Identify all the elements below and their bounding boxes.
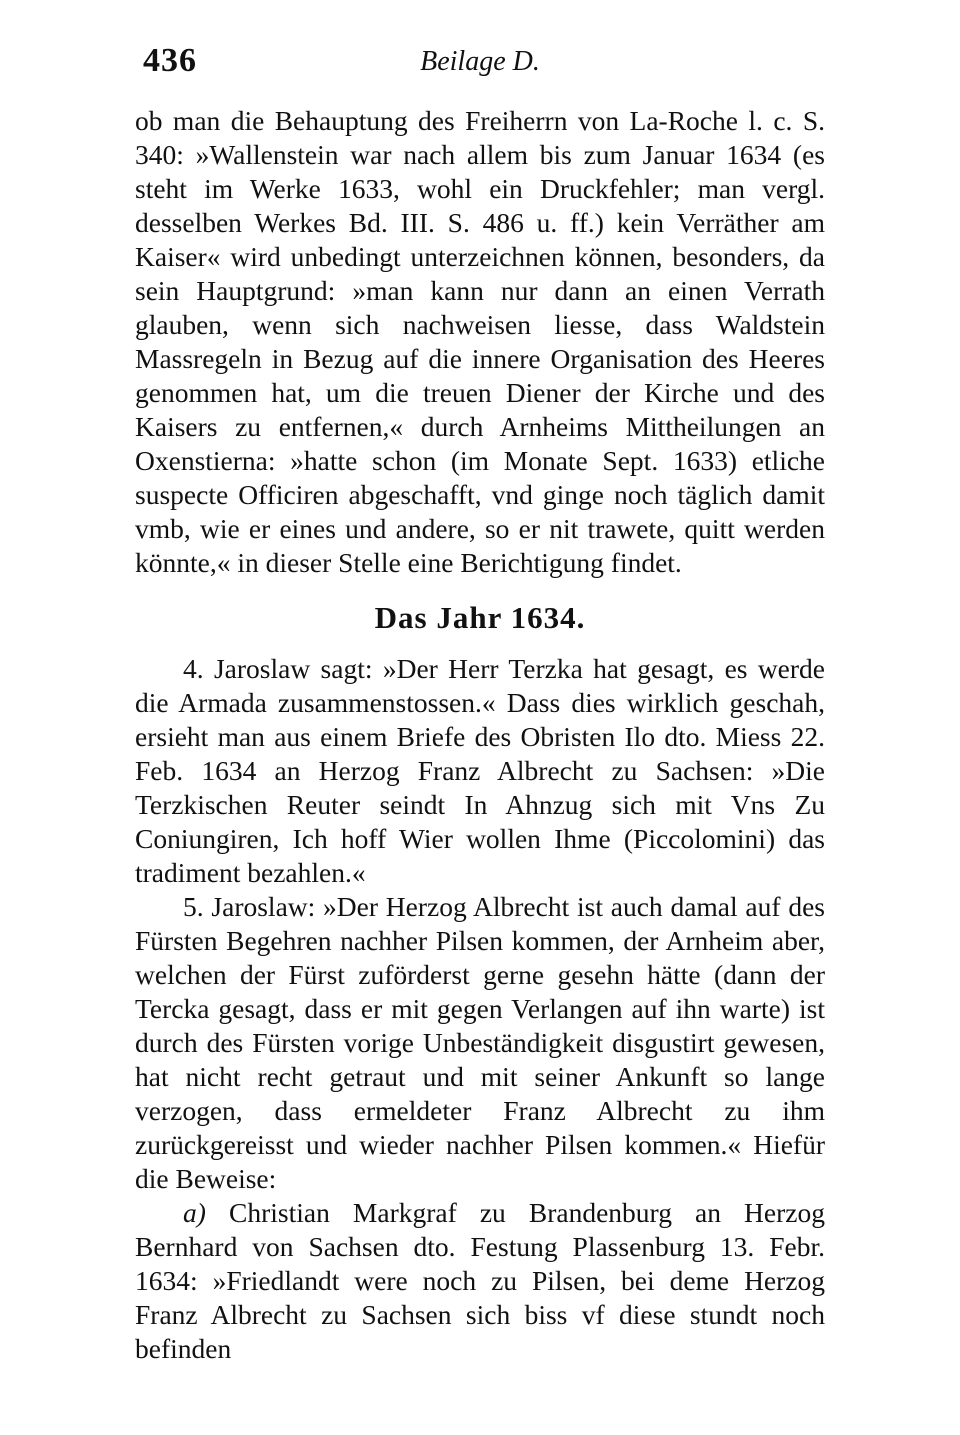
subitem-text: Christian Markgraf zu Brandenburg an Herzog Bernhard von Sachsen dto. Festung Plassenburg 13. Febr. 1634: »Friedlandt were noch zu Pilsen, bei deme Herzog Franz Albrecht zu Sachsen sich biss vf diese stundt noch befinden: [135, 1197, 825, 1364]
subitem-label: a): [183, 1197, 206, 1228]
running-head: Beilage D.: [420, 46, 540, 77]
paragraph-item-4: 4. Jaroslaw sagt: »Der Herr Terzka hat gesagt, es werde die Armada zusammenstossen.« Dass dies wirklich geschah, ersieht man aus einem Briefe des Obristen Ilo dto. Miess 22. Feb. 1634 an Herzog Franz Albrecht zu Sachsen: »Die Terzkischen Reuter seindt In Ahnzug sich mit Vns Zu Coniungiren, Ich hoff Wier wollen Ihme (Piccolomini) das tradiment bezahlen.«: [135, 653, 825, 888]
page-number: 436: [143, 42, 197, 79]
body-text: [135, 104, 825, 1366]
section-heading: Das Jahr 1634.: [374, 600, 586, 635]
paragraph-item-5: 5. Jaroslaw: »Der Herzog Albrecht ist auch damal auf des Fürsten Begehren nachher Pilsen kommen, der Arnheim aber, welchen der Fürst zuförderst gerne gesehn hätte (dann der Tercka gesagt, dass er mit gegen Verlangen auf ihn warte) ist durch des Fürsten vorige Unbeständigkeit disgustirt gewesen, hat nicht recht getraut und mit seiner Ankunft so lange verzogen, dass ermeldeter Franz Albrecht zu ihm zurückgereisst und wieder nachher Pilsen kommen.« Hiefür die Beweise:: [135, 891, 825, 1194]
page-header: [135, 42, 825, 92]
paragraph-continuation: ob man die Behauptung des Freiherrn von La-Roche l. c. S. 340: »Wallenstein war nach allem bis zum Januar 1634 (es steht im Werke 1633, wohl ein Druckfehler; man vergl. desselben Werkes Bd. III. S. 486 u. ff.) kein Verräther am Kaiser« wird unbedingt unterzeichnen können, besonders, da sein Hauptgrund: »man kann nur dann an einen Verrath glauben, wenn sich nachweisen liesse, dass Waldstein Massregeln in Bezug auf die innere Organisation des Heeres genommen hat, um die treuen Diener der Kirche und des Kaisers zu entfernen,« durch Arnheims Mittheilungen an Oxenstierna: »hatte schon (im Monate Sept. 1633) etliche suspecte Officiren abgeschafft, vnd ginge noch täglich damit vmb, wie er eines und andere, so er nit trawete, quitt werden könnte,« in dieser Stelle eine Berichtigung findet.: [135, 105, 825, 578]
paragraph-subitem-a: [135, 1196, 825, 1366]
